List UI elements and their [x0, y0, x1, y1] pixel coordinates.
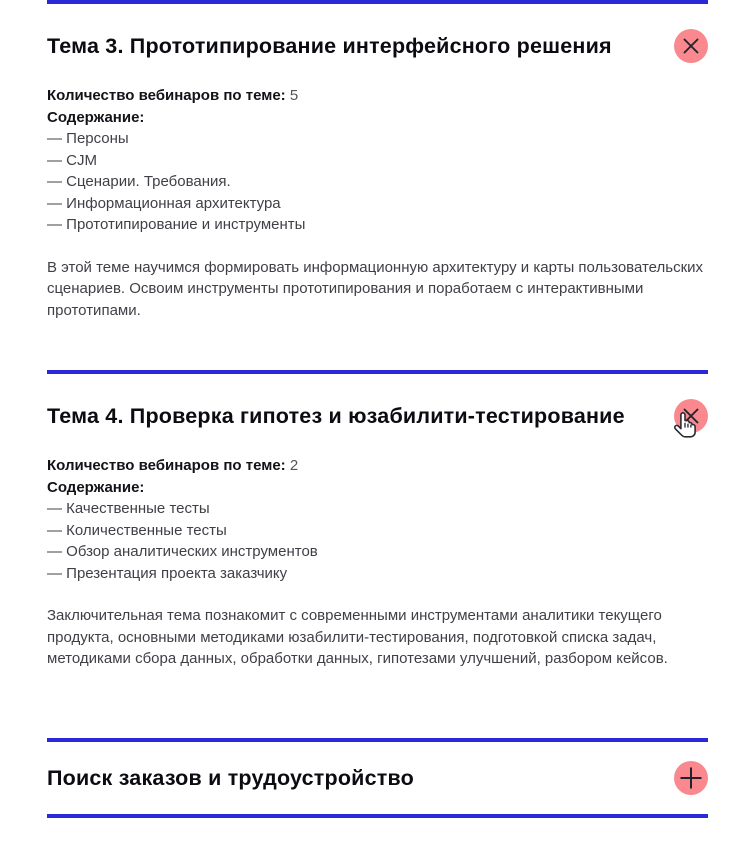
webinar-count-label: Количество вебинаров по теме: — [47, 457, 286, 474]
webinar-count-value: 5 — [289, 87, 299, 104]
webinar-count-label: Количество вебинаров по теме: — [47, 87, 286, 104]
list-item: — Количественные тесты — [47, 521, 227, 539]
topic-title: Поиск заказов и трудоустройство — [47, 765, 414, 790]
content-label: Содержание: — [47, 108, 145, 126]
list-item: — CJM — [47, 151, 97, 169]
webinar-count-value: 2 — [289, 457, 299, 474]
close-icon — [683, 408, 699, 424]
list-item: — Качественные тесты — [47, 500, 210, 517]
topic-section-3 — [47, 4, 708, 370]
topic-3-header[interactable] — [47, 29, 708, 63]
topic-description: В этой теме научимся формировать информационную архитектуру и карты пользовательских сценариев. Освоим инструменты прототипирования и поработаем с интерактивными прототипами. — [47, 258, 704, 319]
topic-4-body — [47, 455, 708, 670]
close-icon — [683, 38, 699, 54]
content-label-line — [47, 477, 708, 499]
topic-4-header[interactable] — [47, 399, 708, 433]
list-item: — Обзор аналитических инструментов — [47, 543, 318, 560]
list-item: — Презентация проекта заказчику — [47, 564, 288, 582]
section-divider — [47, 814, 708, 818]
topic-description: Заключительная тема познакомит с современными инструментами аналитики текущего продукта, основными методиками юзабилити-тестирования, подготовкой списка задач, методиками сбора данных, обработки данных, гипотезами улучшений, разбором кейсов. — [47, 607, 668, 667]
topic-section-4 — [47, 374, 708, 738]
list-item: — Сценарии. Требования. — [47, 173, 231, 190]
collapse-topic-4-button[interactable] — [674, 399, 708, 433]
topic-title: Тема 3. Прототипирование интерфейсного решения — [47, 34, 612, 58]
list-item: — Информационная архитектура — [47, 194, 281, 212]
topic-3-list — [47, 128, 708, 236]
plus-icon — [680, 767, 702, 789]
content-label-line — [47, 107, 708, 129]
expand-section-button[interactable] — [674, 761, 708, 795]
content-label: Содержание: — [47, 478, 145, 496]
topic-3-body — [47, 85, 708, 321]
topic-title: Тема 4. Проверка гипотез и юзабилити-тестирование — [47, 404, 625, 428]
collapse-topic-3-button[interactable] — [674, 29, 708, 63]
list-item: — Персоны — [47, 130, 129, 147]
webinar-count-line — [47, 85, 708, 107]
topic-4-list — [47, 498, 708, 584]
list-item: — Прототипирование и инструменты — [47, 216, 306, 233]
section-job-search[interactable] — [47, 742, 708, 814]
webinar-count-line — [47, 455, 708, 477]
